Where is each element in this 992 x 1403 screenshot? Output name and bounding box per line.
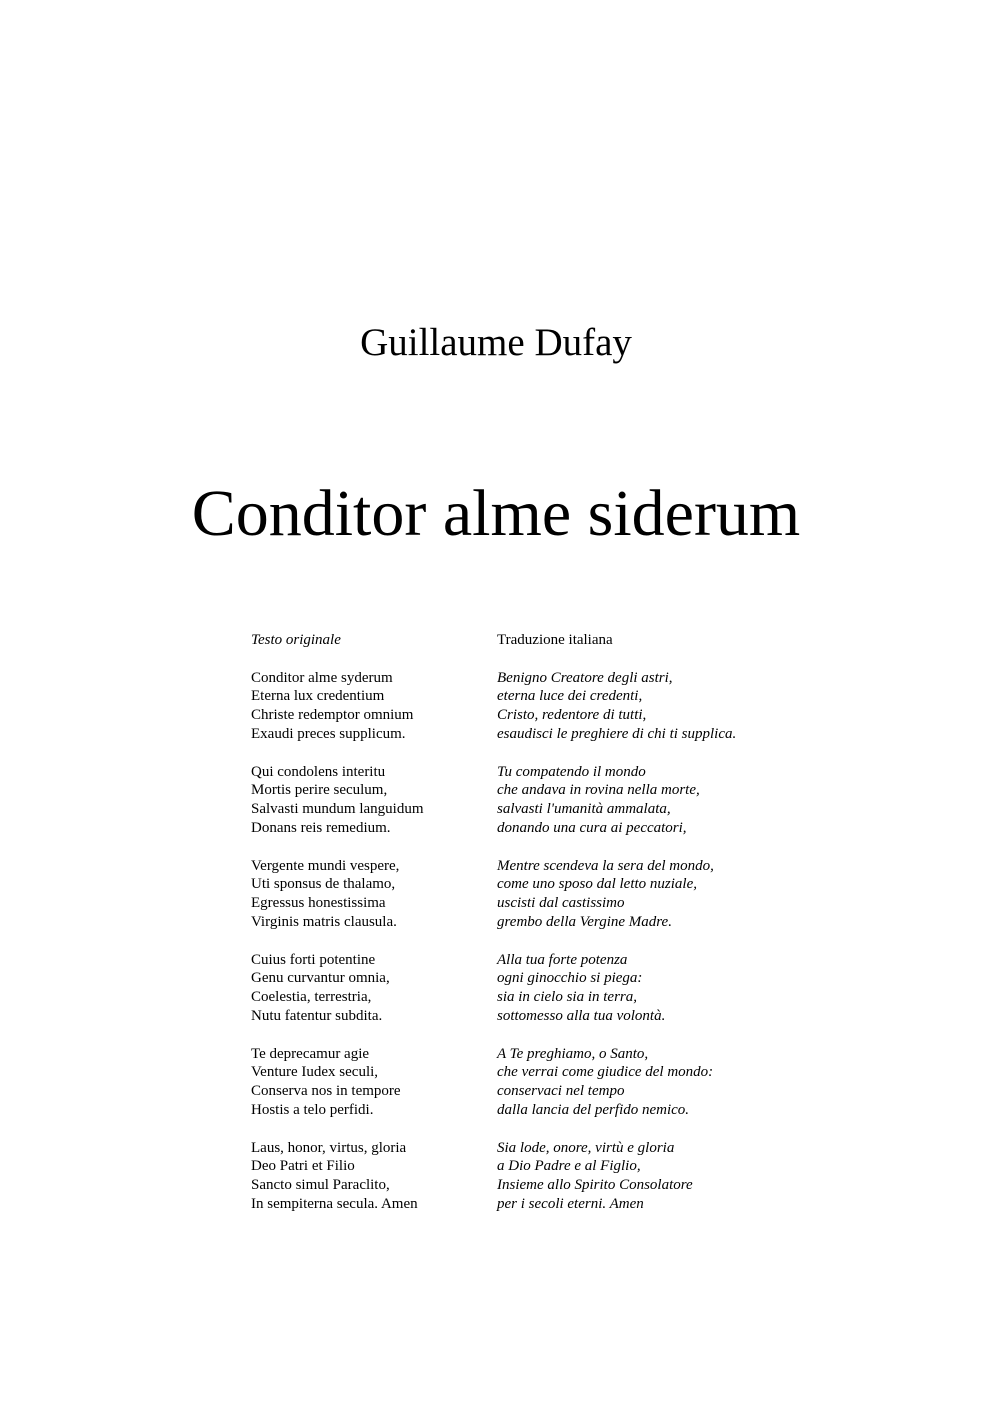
translation-verse-line: Tu compatendo il mondo <box>497 763 646 780</box>
original-verse-line: Vergente mundi vespere, <box>251 857 400 874</box>
translation-verse-line: grembo della Vergine Madre. <box>497 913 672 930</box>
original-verse-line: In sempiterna secula. Amen <box>251 1195 418 1212</box>
original-stanza <box>251 669 497 744</box>
translation-verse-line: uscisti dal castissimo <box>497 895 625 912</box>
translation-verse-line: salvasti l'umanità ammalata, <box>497 801 671 818</box>
translation-verse-line: ogni ginocchio si piega: <box>497 970 643 987</box>
translation-verse-line: conservaci nel tempo <box>497 1083 625 1100</box>
original-verse-line: Exaudi preces supplicum. <box>251 725 406 742</box>
original-verse-line: Cuius forti potentine <box>251 951 376 968</box>
original-stanza <box>251 951 497 1026</box>
original-verse-line: Virginis matris clausula. <box>251 913 397 930</box>
original-verse-line: Christe redemptor omnium <box>251 707 414 724</box>
original-verse-line: Coelestia, terrestria, <box>251 989 372 1006</box>
original-verse-line: Eterna lux credentium <box>251 688 385 705</box>
original-verse-line: Donans reis remedium. <box>251 819 391 836</box>
stanza <box>251 763 811 838</box>
translation-stanza <box>497 951 797 1026</box>
stanza-list <box>251 669 811 1214</box>
column-headers <box>251 631 811 650</box>
translation-verse-line: che andava in rovina nella morte, <box>497 782 700 799</box>
translation-verse-line: Benigno Creatore degli astri, <box>497 669 673 686</box>
stanza <box>251 1045 811 1120</box>
translation-verse-line: Alla tua forte potenza <box>497 951 628 968</box>
original-verse-line: Salvasti mundum languidum <box>251 801 424 818</box>
translation-verse-line: dalla lancia del perfido nemico. <box>497 1101 690 1118</box>
original-verse-line: Uti sponsus de thalamo, <box>251 876 396 893</box>
composer-name: Guillaume Dufay <box>360 321 632 364</box>
translation-verse-line: per i secoli eterni. Amen <box>497 1195 644 1212</box>
original-verse-line: Nutu fatentur subdita. <box>251 1007 383 1024</box>
translation-stanza <box>497 1045 797 1120</box>
page-title: Conditor alme siderum <box>191 477 801 550</box>
translation-verse-line: sottomesso alla tua volontà. <box>497 1007 666 1024</box>
original-verse-line: Egressus honestissima <box>251 895 386 912</box>
stanza <box>251 951 811 1026</box>
original-verse-line: Conserva nos in tempore <box>251 1083 401 1100</box>
translation-stanza <box>497 1139 797 1214</box>
translation-verse-line: donando una cura ai peccatori, <box>497 819 687 836</box>
original-verse-line: Mortis perire seculum, <box>251 782 388 799</box>
original-verse-line: Qui condolens interitu <box>251 763 386 780</box>
original-verse-line: Conditor alme syderum <box>251 669 393 686</box>
translation-verse-line: come uno sposo dal letto nuziale, <box>497 876 697 893</box>
translation-verse-line: sia in cielo sia in terra, <box>497 989 637 1006</box>
translation-verse-line: che verrai come giudice del mondo: <box>497 1064 714 1081</box>
translation-verse-line: eterna luce dei credenti, <box>497 688 643 705</box>
text-columns <box>251 631 811 1233</box>
original-verse-line: Te deprecamur agie <box>251 1045 370 1062</box>
original-stanza <box>251 763 497 838</box>
original-text-header: Testo originale <box>251 632 341 648</box>
stanza <box>251 1139 811 1214</box>
translation-verse-line: Sia lode, onore, virtù e gloria <box>497 1139 675 1156</box>
stanza <box>251 669 811 744</box>
translation-verse-line: esaudisci le preghiere di chi ti supplica. <box>497 725 737 742</box>
translation-stanza <box>497 669 797 744</box>
translation-verse-line: a Dio Padre e al Figlio, <box>497 1158 641 1175</box>
original-stanza <box>251 857 497 932</box>
original-stanza <box>251 1045 497 1120</box>
original-verse-line: Genu curvantur omnia, <box>251 970 390 987</box>
translation-verse-line: Cristo, redentore di tutti, <box>497 707 647 724</box>
translation-verse-line: Mentre scendeva la sera del mondo, <box>497 857 714 874</box>
original-verse-line: Venture Iudex seculi, <box>251 1064 379 1081</box>
stanza <box>251 857 811 932</box>
translation-stanza <box>497 857 797 932</box>
translation-header: Traduzione italiana <box>497 632 613 648</box>
original-verse-line: Deo Patri et Filio <box>251 1158 355 1175</box>
original-verse-line: Laus, honor, virtus, gloria <box>251 1139 407 1156</box>
translation-verse-line: A Te preghiamo, o Santo, <box>497 1045 649 1062</box>
original-stanza <box>251 1139 497 1214</box>
original-verse-line: Hostis a telo perfidi. <box>251 1101 374 1118</box>
original-verse-line: Sancto simul Paraclito, <box>251 1177 390 1194</box>
translation-stanza <box>497 763 797 838</box>
translation-verse-line: Insieme allo Spirito Consolatore <box>497 1177 693 1194</box>
